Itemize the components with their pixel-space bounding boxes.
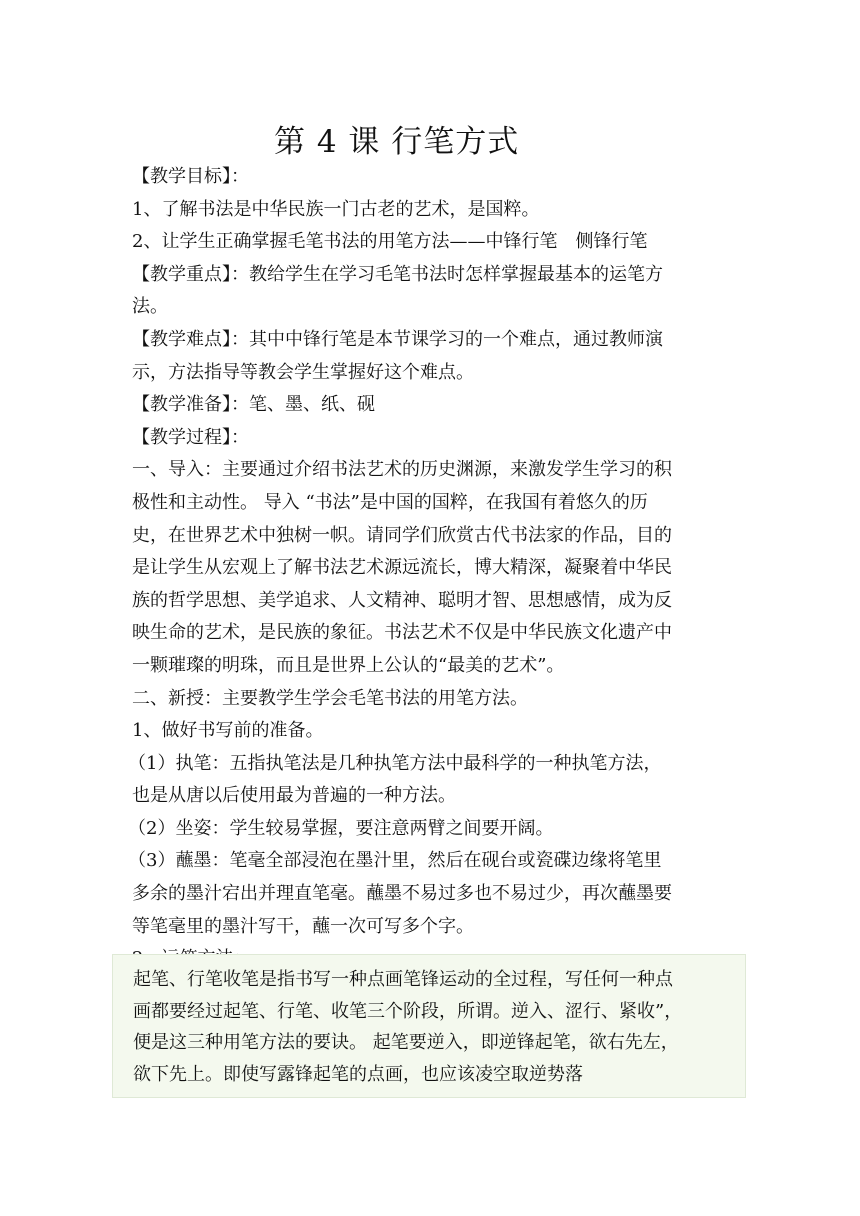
- text-line: 【教学难点】：其中中锋行笔是本节课学习的一个难点，通过教师演: [132, 328, 663, 350]
- text-line: 族的哲学思想、美学追求、人文精神、聪明才智、思想感情，成为反: [132, 589, 672, 611]
- text-line: 是让学生从宏观上了解书法艺术源远流长，博大精深，凝聚着中华民: [132, 557, 672, 579]
- text-line: 一颗璀璨的明珠，而且是世界上公认的“最美的艺术”。: [132, 654, 565, 676]
- text-line: 法。: [132, 296, 168, 318]
- text-line: 等笔毫里的墨汁写干，蘸一次可写多个字。: [132, 915, 474, 937]
- body-text: [128, 162, 732, 977]
- text-line: 映生命的艺术，是民族的象征。书法艺术不仅是中华民族文化遗产中: [132, 622, 672, 644]
- text-line: （2）坐姿：学生较易掌握，要注意两臂之间要开阔。: [128, 817, 554, 839]
- highlight-line: 欲下先上。即使写露锋起笔的点画，也应该凌空取逆势落: [133, 1063, 583, 1085]
- text-line: 史，在世界艺术中独树一帜。请同学们欣赏古代书法家的作品，目的: [132, 524, 672, 546]
- highlight-line: 起笔、行笔收笔是指书写一种点画笔锋运动的全过程，写任何一种点: [133, 969, 673, 990]
- text-line: （1）执笔：五指执笔法是几种执笔方法中最科学的一种执笔方法，: [128, 752, 662, 774]
- text-line: 一、导入：主要通过介绍书法艺术的历史渊源，来激发学生学习的积: [132, 459, 672, 481]
- text-line: 【教学准备】：笔、墨、纸、砚: [132, 394, 375, 416]
- text-line: 1、做好书写前的准备。: [132, 720, 324, 742]
- text-line: 示，方法指导等教会学生掌握好这个难点。: [132, 361, 474, 383]
- text-line: 也是从唐以后使用最为普遍的一种方法。: [132, 785, 456, 807]
- text-line: 极性和主动性。 导入 “书法”是中国的国粹，在我国有着悠久的历: [132, 491, 648, 513]
- text-line: 2、让学生正确掌握毛笔书法的用笔方法——中锋行笔 侧锋行笔: [132, 231, 648, 253]
- highlight-text: [133, 965, 733, 1091]
- text-line: （3）蘸墨：笔毫全部浸泡在墨汁里，然后在砚台或瓷碟边缘将笔里: [128, 850, 662, 872]
- text-line: 多余的墨汁宕出并理直笔毫。蘸墨不易过多也不易过少，再次蘸墨要: [132, 883, 672, 905]
- text-line: 【教学重点】：教给学生在学习毛笔书法时怎样掌握最基本的运笔方: [132, 263, 663, 285]
- text-line: 【教学目标】：: [132, 166, 249, 187]
- highlight-line: 画都要经过起笔、行笔、收笔三个阶段，所谓。逆入、涩行、紧收”，: [133, 1000, 683, 1022]
- highlight-box: [112, 954, 746, 1098]
- highlight-line: 便是这三种用笔方法的要诀。 起笔要逆入，即逆锋起笔，欲右先左，: [133, 1032, 679, 1053]
- text-line: 【教学过程】：: [132, 426, 249, 448]
- page-title: 第 4 课 行笔方式: [274, 124, 520, 160]
- text-line: 二、新授：主要教学生学会毛笔书法的用笔方法。: [132, 687, 528, 709]
- text-line: 1、了解书法是中华民族一门古老的艺术，是国粹。: [132, 198, 540, 220]
